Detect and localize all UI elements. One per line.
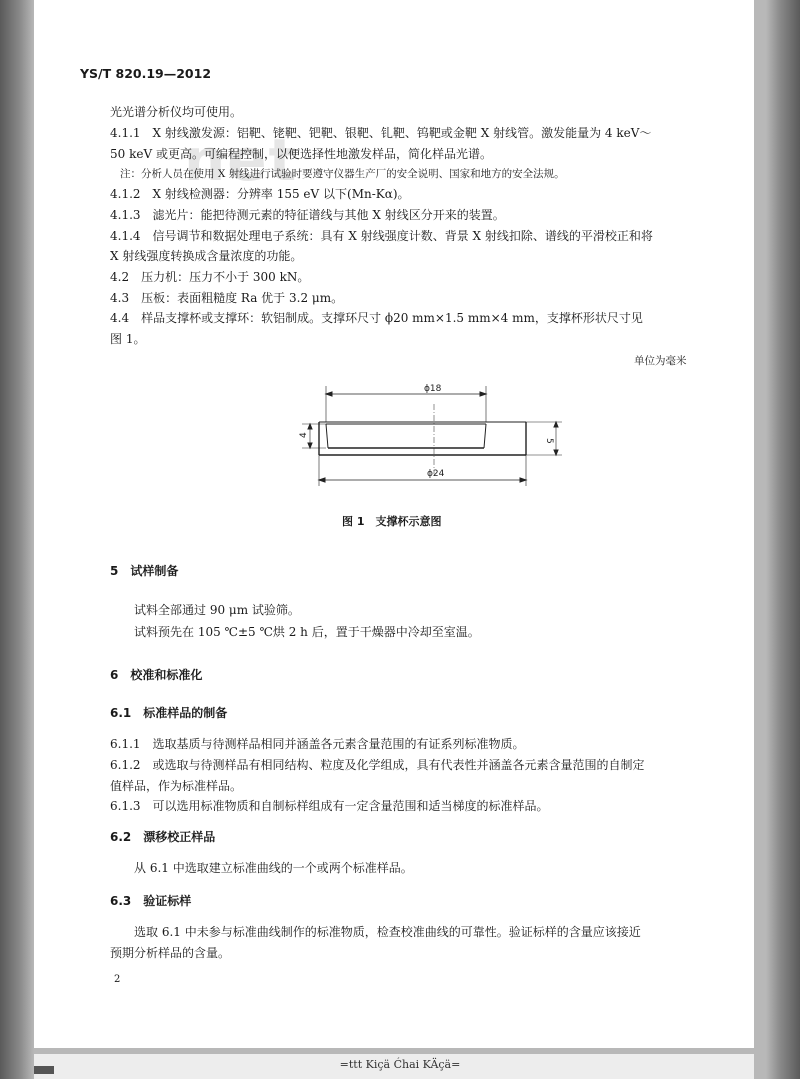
text-line: 预期分析样品的含量。 [110,946,231,960]
watermark: net [184,126,299,194]
text-line: 4.1.3 滤光片：能把待测元素的特征谱线与其他 X 射线区分开来的装置。 [110,208,505,222]
text-line: 光光谱分析仪均可使用。 [110,105,243,119]
text-line: 4.1.2 X 射线检测器：分辨率 155 eV 以下(Mn-Kα)。 [110,187,410,201]
dim-top-label: ϕ18 [424,384,442,394]
support-cup-figure [264,382,564,492]
text-line: 4.2 压力机：压力不小于 300 kN。 [110,270,310,284]
text-line: 4.1.1 X 射线激发源：铝靶、铑靶、钯靶、银靶、钆靶、钨靶或金靶 X 射线管。激发能量为 4 keV～ [110,126,652,140]
text-line: 值样品，作为标准样品。 [110,779,243,793]
dim-left-label: 4 [299,432,309,438]
page-number: 2 [114,974,121,985]
footer-text: =ttt Kiçä Ćhai KÄçä= [339,1058,461,1071]
text-line: 4.4 样品支撑杯或支撑环：软铝制成。支撑环尺寸 ϕ20 mm×1.5 mm×4 mm，支撑杯形状尺寸见 [110,311,643,325]
text-line: 6.1.1 选取基质与待测样品相同并涵盖各元素含量范围的有证系列标准物质。 [110,737,525,751]
text-line: 50 keV 或更高。可编程控制，以便选择性地激发样品，简化样品光谱。 [110,147,492,161]
section-6-title: 6 校准和标准化 [110,668,203,682]
safety-note: 注：分析人员在使用 X 射线进行试验时要遵守仪器生产厂的安全说明、国家和地方的安全法规。 [120,168,565,180]
text-line: 6.1.3 可以选用标准物质和自制标样组成有一定含量范围和适当梯度的标准样品。 [110,799,549,813]
standard-code: YS/T 820.19—2012 [80,66,212,81]
document-page [34,0,754,1048]
text-line: 选取 6.1 中未参与标准曲线制作的标准物质，检查校准曲线的可靠性。验证标样的含量应该接近 [134,925,641,939]
dim-bottom-label: ϕ24 [427,469,445,479]
text-line: X 射线强度转换成含量浓度的功能。 [110,249,303,263]
text-line: 图 1。 [110,332,146,346]
unit-label: 单位为毫米 [634,355,687,367]
section-6-2-title: 6.2 漂移校正样品 [110,830,216,844]
text-line: 6.1.2 或选取与待测样品有相同结构、粒度及化学组成，具有代表性并涵盖各元素含量范围的自制定 [110,758,645,772]
text-line: 从 6.1 中选取建立标准曲线的一个或两个标准样品。 [134,861,413,875]
section-6-3-title: 6.3 验证标样 [110,894,192,908]
text-line: 试料全部通过 90 μm 试验筛。 [134,603,300,617]
section-6-1-title: 6.1 标准样品的制备 [110,706,228,720]
text-line: 4.3 压板：表面粗糙度 Ra 优于 3.2 μm。 [110,291,344,305]
section-5-title: 5 试样制备 [110,564,179,578]
figure-caption: 图 1 支撑杯示意图 [342,515,442,528]
text-line: 试料预先在 105 ℃±5 ℃烘 2 h 后，置于干燥器中冷却至室温。 [134,625,480,639]
dim-right-label: 5 [544,438,554,444]
text-line: 4.1.4 信号调节和数据处理电子系统：具有 X 射线强度计数、背景 X 射线扣除、谱线的平滑校正和将 [110,229,653,243]
